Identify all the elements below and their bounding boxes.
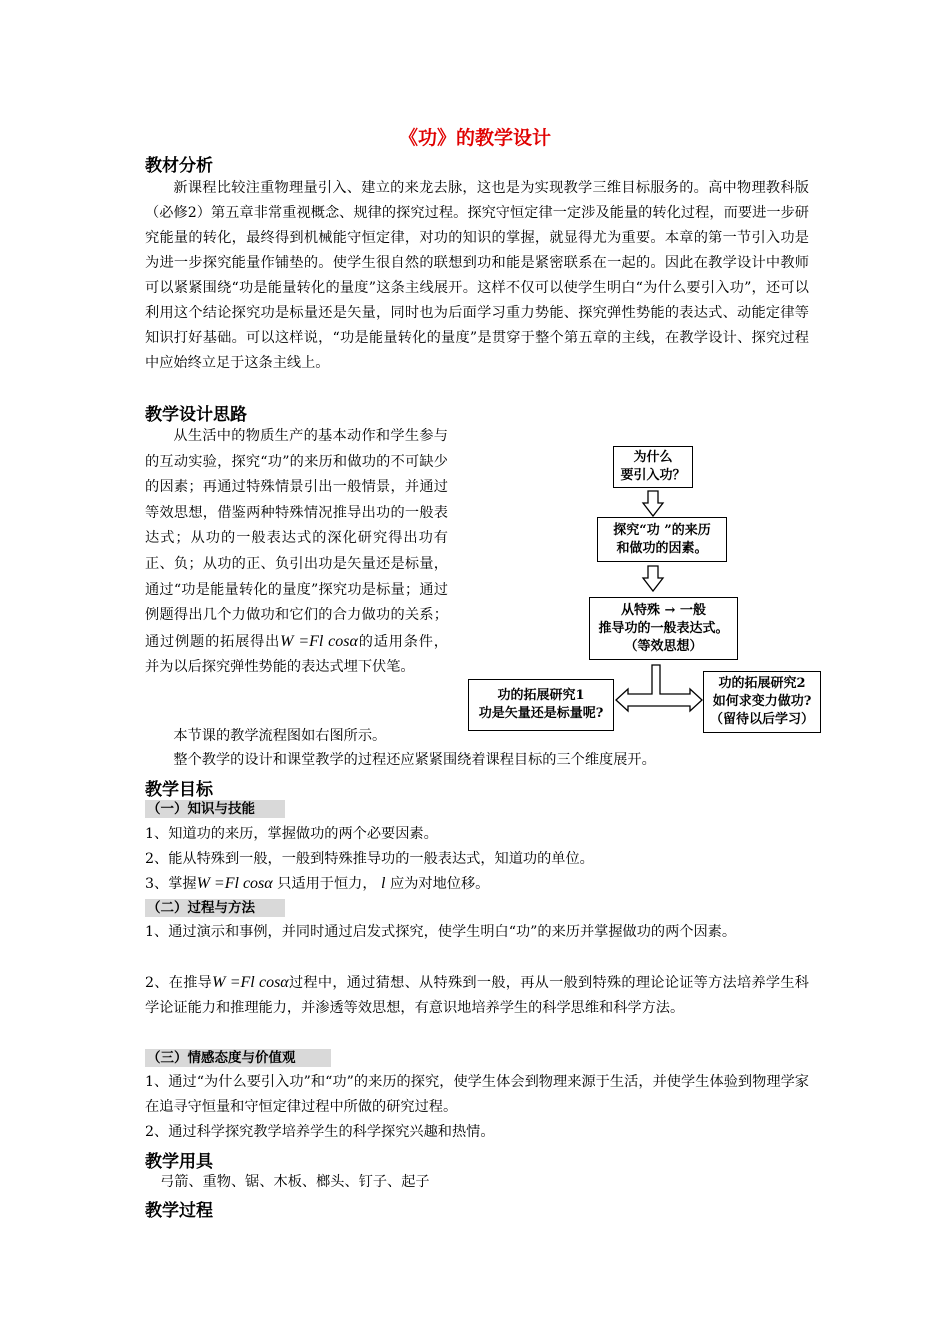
subheading-knowledge: （一）知识与技能 (145, 800, 285, 818)
split-arrow-icon (614, 664, 704, 712)
page-title: 《功》的教学设计 (398, 127, 551, 149)
section-heading-design: 教学设计思路 (145, 405, 247, 425)
attitude-item: 2、通过科学探究教学培养学生的科学探究兴趣和热情。 (145, 1124, 495, 1140)
design-paragraph (145, 424, 448, 681)
flow-box-line: 为什么 (633, 450, 673, 465)
flow-box-line: 功的拓展研究1 (497, 688, 585, 703)
subheading-process-method: （二）过程与方法 (145, 899, 285, 917)
flow-box-line: 推导功的一般表达式。 (598, 620, 729, 636)
flow-box-line: 功的拓展研究2 (718, 676, 806, 691)
design-text: 从生活中的物质生产的基本动作和学生参与的互动实验，探究“功”的来历和做功的不可缺少的因素；再通过特殊情景引出一般情景，并通过等效思想，借鉴两种特殊情况推导出功的一般表达式；从功的一般表达式的深化研究得出功有正、负；从功的正、负引出功是矢量还是标量，通过“功是能量转化的量度”探究功是标量；通过例题得出几个力做功和它们的合力做功的关系；通过例题的拓展得出 (145, 428, 448, 650)
flow-box-vector-scalar (468, 679, 614, 731)
tools-list: 弓箭、重物、锯、木板、榔头、钉子、起子 (160, 1174, 430, 1190)
design-text-end: 的适用条件，并为以后探究弹性势能的表达式埋下伏笔。 (145, 633, 448, 676)
knowledge-text: 3、掌握 (145, 876, 197, 892)
down-arrow-icon (641, 490, 665, 518)
flow-box-line: 从特殊 → 一般 (621, 602, 706, 618)
attitude-item: 1、通过“为什么要引入功”和“功”的来历的探究，使学生体会到物理来源于生活，并使学生体验到物理学家在追寻守恒量和守恒定律过程中所做的研究过程。 (145, 1074, 809, 1115)
flow-box-variable-force (703, 671, 821, 733)
flow-box-origin (597, 517, 727, 562)
overall-note: 整个教学的设计和课堂教学的过程还应紧紧围绕着课程目标的三个维度展开。 (173, 752, 656, 768)
flow-box-line: （留待以后学习） (709, 712, 814, 727)
flow-box-derive (589, 597, 738, 660)
flow-note: 本节课的教学流程图如右图所示。 (173, 728, 387, 744)
knowledge-item: 1、知道功的来历，掌握做功的两个必要因素。 (145, 826, 438, 842)
flow-box-line: 要引入功？ (620, 468, 686, 483)
process-item: 1、通过演示和事例，并同时通过启发式探究，使学生明白“功”的来历并掌握做功的两个因素。 (145, 924, 737, 940)
knowledge-item: 2、能从特殊到一般，一般到特殊推导功的一般表达式，知道功的单位。 (145, 851, 594, 867)
analysis-paragraph: 新课程比较注重物理量引入、建立的来龙去脉，这也是为实现教学三维目标服务的。高中物理教科版（必修2）第五章非常重视概念、规律的探究过程。探究守恒定律一定涉及能量的转化过程，而要进一步研究能量的转化，最终得到机械能守恒定律，对功的知识的掌握，就显得尤为重要。本章的第一节引入功是为进一步探究能量作铺垫的。使学生很自然的联想到功和能是紧密联系在一起的。因此在教学设计中教师可以紧紧围绕“功是能量转化的量度”这条主线展开。这样不仅可以使学生明白“为什么要引入功”，还可以利用这个结论探究功是标量还是矢量，同时也为后面学习重力势能、探究弹性势能的表达式、动能定律等知识打好基础。可以这样说，“功是能量转化的量度”是贯穿于整个第五章的主线，在教学设计、探究过程中应始终立足于这条主线上。 (145, 180, 809, 371)
flow-box-line: （等效思想） (624, 638, 703, 654)
section-heading-goals: 教学目标 (145, 780, 213, 800)
process-item (145, 970, 809, 1021)
process-text: 过程中，通过猜想、从特殊到一般，再从一般到特殊的理论论证等方法培养学生科学论证能力和推理能力，并渗透等效思想，有意识地培养学生的科学思维和科学方法。 (145, 975, 809, 1016)
work-formula: W =Fl cosα (280, 632, 358, 650)
knowledge-text: 应为对地位移。 (390, 876, 490, 892)
flow-box-line: 如何求变力做功? (712, 694, 812, 709)
flow-box-line: 和做功的因素。 (616, 540, 708, 556)
displacement-symbol: l (381, 875, 386, 892)
flow-box-line: 探究“功 ”的来历 (613, 522, 711, 538)
section-heading-analysis: 教材分析 (145, 156, 213, 176)
work-formula: W =Fl cosα (196, 875, 273, 892)
subheading-attitude: （三）情感态度与价值观 (145, 1049, 331, 1067)
process-text: 2、在推导 (145, 975, 213, 991)
work-formula: W =Fl cosα (212, 974, 289, 991)
down-arrow-icon (641, 565, 665, 593)
section-heading-tools: 教学用具 (145, 1152, 213, 1172)
knowledge-item (145, 871, 809, 897)
section-heading-process: 教学过程 (145, 1201, 213, 1221)
knowledge-text: 只适用于恒力， (277, 876, 377, 892)
flow-box-why-work (613, 446, 693, 488)
flow-box-line: 功是矢量还是标量呢? (478, 706, 604, 721)
